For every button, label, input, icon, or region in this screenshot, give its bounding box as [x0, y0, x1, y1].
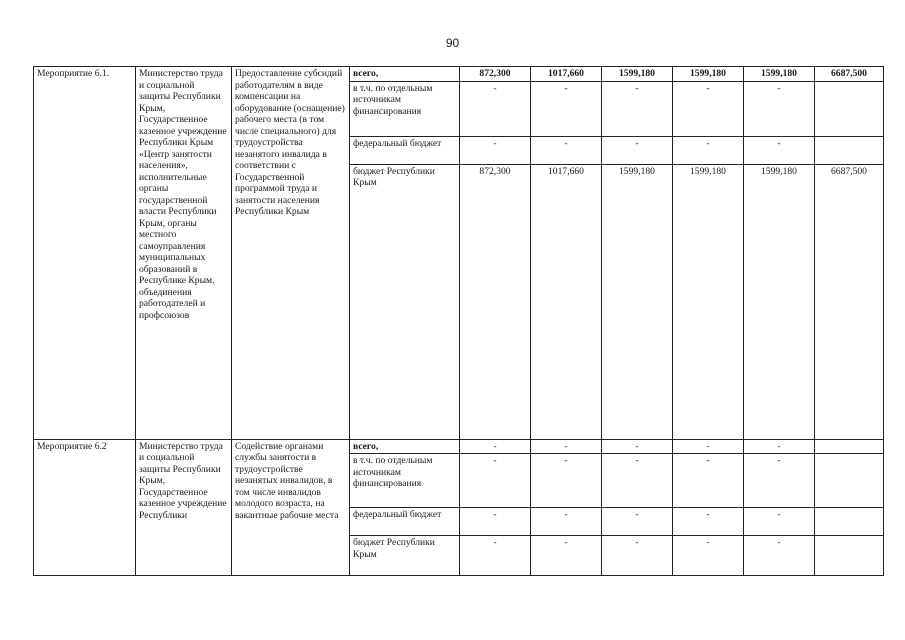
value-cell: 1599,180: [673, 164, 744, 439]
value-cell: -: [744, 136, 815, 164]
value-cell: -: [531, 536, 602, 576]
value-cell: -: [602, 81, 673, 136]
value-cell: 1599,180: [602, 164, 673, 439]
value-cell: 6687,500: [815, 164, 884, 439]
executor-cell: Министерство труда и социальной защиты Республики Крым, Государственное казенное учреждение Республики: [136, 439, 232, 576]
value-cell: [815, 136, 884, 164]
value-cell: -: [744, 508, 815, 536]
table-row: [34, 67, 884, 82]
measure-name: Мероприятие 6.2: [34, 439, 136, 576]
value-cell: -: [602, 508, 673, 536]
value-cell: -: [460, 81, 531, 136]
value-cell: -: [673, 508, 744, 536]
value-cell: 1599,180: [744, 164, 815, 439]
value-cell: -: [673, 136, 744, 164]
value-cell: 1599,180: [602, 67, 673, 82]
value-cell: [815, 81, 884, 136]
value-cell: 6687,500: [815, 67, 884, 82]
financing-table: [33, 66, 884, 576]
value-cell: -: [531, 81, 602, 136]
value-cell: [815, 454, 884, 508]
value-cell: -: [460, 508, 531, 536]
value-cell: -: [531, 136, 602, 164]
value-cell: -: [602, 136, 673, 164]
value-cell: 1017,660: [531, 164, 602, 439]
description-cell: Предоставление субсидий работодателям в виде компенсации на оборудование (оснащение) рабочего места (в том числе специального) для трудоустройства незанятого инвалида в соответствии с Государственной программой труда и занятости населения Республики Крым: [232, 67, 350, 440]
value-cell: [815, 508, 884, 536]
value-cell: -: [460, 536, 531, 576]
measure-name: Мероприятие 6.1.: [34, 67, 136, 440]
value-cell: -: [744, 81, 815, 136]
value-cell: -: [744, 454, 815, 508]
value-cell: 872,300: [460, 164, 531, 439]
value-cell: 1599,180: [744, 67, 815, 82]
funding-source: федеральный бюджет: [350, 136, 460, 164]
value-cell: -: [460, 136, 531, 164]
value-cell: -: [744, 536, 815, 576]
value-cell: -: [673, 536, 744, 576]
value-cell: -: [602, 536, 673, 576]
value-cell: -: [602, 454, 673, 508]
funding-source: всего,: [350, 67, 460, 82]
value-cell: -: [531, 508, 602, 536]
funding-source: в т.ч. по отдельным источникам финансирования: [350, 81, 460, 136]
funding-source: федеральный бюджет: [350, 508, 460, 536]
description-cell: Содействие органами службы занятости в трудоустройстве незанятых инвалидов, в том числе инвалидов молодого возраста, на вакантные рабочие места: [232, 439, 350, 576]
funding-source: бюджет Республики Крым: [350, 164, 460, 439]
value-cell: -: [673, 81, 744, 136]
value-cell: -: [673, 439, 744, 454]
value-cell: 1017,660: [531, 67, 602, 82]
value-cell: -: [460, 439, 531, 454]
table-row: [34, 439, 884, 454]
funding-source: бюджет Республики Крым: [350, 536, 460, 576]
value-cell: -: [673, 454, 744, 508]
value-cell: -: [531, 454, 602, 508]
value-cell: -: [531, 439, 602, 454]
value-cell: 1599,180: [673, 67, 744, 82]
value-cell: -: [744, 439, 815, 454]
value-cell: -: [602, 439, 673, 454]
value-cell: [815, 439, 884, 454]
value-cell: 872,300: [460, 67, 531, 82]
funding-source: всего,: [350, 439, 460, 454]
value-cell: -: [460, 454, 531, 508]
executor-cell: Министерство труда и социальной защиты Республики Крым, Государственное казенное учреждение Республики Крым «Центр занятости населения», исполнительные органы государственной власти Республики Крым, органы местного самоуправления муниципальных образований в Республике Крым, объединения работодателей и профсоюзов: [136, 67, 232, 440]
value-cell: [815, 536, 884, 576]
page-number: 90: [445, 36, 460, 50]
funding-source: в т.ч. по отдельным источникам финансирования: [350, 454, 460, 508]
